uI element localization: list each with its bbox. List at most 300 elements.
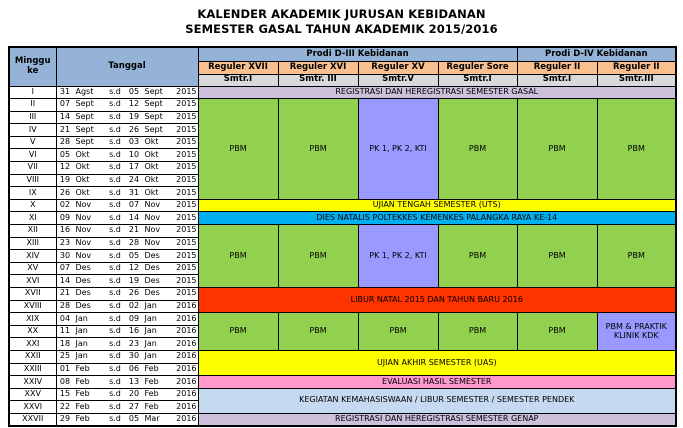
week-number-cell: XII xyxy=(9,225,56,238)
date-separator: s.d xyxy=(109,200,121,210)
date-separator: s.d xyxy=(109,86,121,96)
end-day: 12 xyxy=(128,263,140,273)
date-range xyxy=(57,252,198,261)
date-separator: s.d xyxy=(109,300,121,310)
end-day: 24 xyxy=(128,175,140,185)
end-day: 26 xyxy=(128,288,140,298)
date-range-cell xyxy=(56,86,198,99)
date-range-cell xyxy=(56,149,198,162)
date-range xyxy=(57,126,198,135)
year: 2016 xyxy=(176,338,197,348)
semester-header-cell: Smtr.I xyxy=(198,74,278,86)
start-month: Nov xyxy=(75,238,92,248)
activity-cell: PBM xyxy=(597,99,676,200)
year: 2015 xyxy=(176,99,197,109)
date-range-cell xyxy=(56,187,198,200)
year: 2015 xyxy=(176,137,197,147)
date-separator: s.d xyxy=(109,351,121,361)
activity-cell: PBM xyxy=(517,225,597,288)
date-range-cell xyxy=(56,300,198,313)
year: 2016 xyxy=(176,313,197,323)
end-day: 26 xyxy=(128,124,140,134)
start-month: Sept xyxy=(75,112,94,122)
start-day: 14 xyxy=(59,112,71,122)
date-range-cell xyxy=(56,250,198,263)
end-day: 02 xyxy=(128,300,140,310)
end-day: 12 xyxy=(128,99,140,109)
end-month: Des xyxy=(144,263,160,273)
class-header-cell: Reguler XV xyxy=(358,61,438,74)
table-row xyxy=(9,288,676,301)
table-row xyxy=(9,388,676,401)
activity-banner: LIBUR NATAL 2015 DAN TAHUN BARU 2016 xyxy=(198,288,676,313)
week-number-cell: XXI xyxy=(9,338,56,351)
date-range-cell xyxy=(56,313,198,326)
week-number-cell: XXII xyxy=(9,350,56,363)
date-range xyxy=(57,390,198,399)
semester-header-cell: Smtr.I xyxy=(517,74,597,86)
end-day: 27 xyxy=(128,401,140,411)
date-range xyxy=(57,327,198,336)
table-row xyxy=(9,99,676,112)
year: 2016 xyxy=(176,414,197,424)
year: 2015 xyxy=(176,275,197,285)
date-separator: s.d xyxy=(109,162,121,172)
start-month: Okt xyxy=(75,187,90,197)
date-range xyxy=(57,201,198,210)
end-day: 16 xyxy=(128,326,140,336)
start-month: Feb xyxy=(75,389,90,399)
start-month: Jan xyxy=(75,313,88,323)
end-day: 03 xyxy=(128,137,140,147)
date-range xyxy=(57,189,198,198)
start-day: 02 xyxy=(59,200,71,210)
end-day: 19 xyxy=(128,275,140,285)
end-month: Okt xyxy=(144,175,159,185)
end-day: 31 xyxy=(128,187,140,197)
year: 2016 xyxy=(176,401,197,411)
year: 2015 xyxy=(176,225,197,235)
class-header-cell: Reguler II xyxy=(517,61,597,74)
start-month: Jan xyxy=(75,338,88,348)
year: 2016 xyxy=(176,363,197,373)
date-range xyxy=(57,214,198,223)
header-week-column: Minggu ke xyxy=(9,47,56,86)
end-month: Feb xyxy=(144,389,159,399)
week-number-cell: III xyxy=(9,111,56,124)
date-separator: s.d xyxy=(109,250,121,260)
start-month: Nov xyxy=(75,212,92,222)
activity-cell: PBM xyxy=(438,99,517,200)
academic-calendar-table xyxy=(8,46,677,427)
week-number-cell: V xyxy=(9,136,56,149)
end-month: Sept xyxy=(144,86,163,96)
start-day: 23 xyxy=(59,238,71,248)
activity-cell: PBM & PRAKTIK KLINIK KDK xyxy=(597,313,676,351)
start-day: 31 xyxy=(59,86,71,96)
start-day: 29 xyxy=(59,414,71,424)
date-separator: s.d xyxy=(109,313,121,323)
end-month: Jan xyxy=(144,326,157,336)
date-range xyxy=(57,352,198,361)
start-day: 04 xyxy=(59,313,71,323)
year: 2015 xyxy=(176,112,197,122)
end-month: Jan xyxy=(144,338,157,348)
year: 2015 xyxy=(176,250,197,260)
date-separator: s.d xyxy=(109,376,121,386)
semester-header-cell: Smtr.III xyxy=(597,74,676,86)
start-month: Feb xyxy=(75,401,90,411)
end-day: 23 xyxy=(128,338,140,348)
date-range xyxy=(57,100,198,109)
activity-cell: PBM xyxy=(198,225,278,288)
date-range xyxy=(57,315,198,324)
header-group-d4: Prodi D-IV Kebidanan xyxy=(517,47,676,61)
end-day: 17 xyxy=(128,162,140,172)
start-month: Okt xyxy=(75,149,90,159)
week-number-cell: XXV xyxy=(9,388,56,401)
start-month: Des xyxy=(75,300,91,310)
date-separator: s.d xyxy=(109,326,121,336)
week-number-cell: X xyxy=(9,199,56,212)
date-range xyxy=(57,226,198,235)
start-month: Sept xyxy=(75,137,94,147)
start-month: Feb xyxy=(75,376,90,386)
date-separator: s.d xyxy=(109,149,121,159)
activity-banner: EVALUASI HASIL SEMESTER xyxy=(198,376,676,389)
end-day: 10 xyxy=(128,149,140,159)
date-separator: s.d xyxy=(109,212,121,222)
date-separator: s.d xyxy=(109,124,121,134)
activity-cell: PK 1, PK 2, KTI xyxy=(358,225,438,288)
week-number-cell: IX xyxy=(9,187,56,200)
start-day: 28 xyxy=(59,137,71,147)
start-day: 11 xyxy=(59,326,71,336)
activity-cell: PBM xyxy=(517,313,597,351)
week-number-cell: VII xyxy=(9,162,56,175)
end-month: Sept xyxy=(144,99,163,109)
start-day: 30 xyxy=(59,250,71,260)
week-number-cell: XVIII xyxy=(9,300,56,313)
end-month: Jan xyxy=(144,351,157,361)
table-row xyxy=(9,313,676,326)
class-header-cell: Reguler II xyxy=(597,61,676,74)
end-month: Feb xyxy=(144,363,159,373)
end-day: 05 xyxy=(128,250,140,260)
start-day: 21 xyxy=(59,124,71,134)
table-row xyxy=(9,225,676,238)
week-number-cell: XXIV xyxy=(9,376,56,389)
week-number-cell: VI xyxy=(9,149,56,162)
year: 2015 xyxy=(176,162,197,172)
year: 2015 xyxy=(176,149,197,159)
date-range-cell xyxy=(56,262,198,275)
end-day: 09 xyxy=(128,313,140,323)
start-day: 01 xyxy=(59,363,71,373)
year: 2016 xyxy=(176,376,197,386)
activity-cell: PBM xyxy=(278,225,358,288)
week-number-cell: XV xyxy=(9,262,56,275)
week-number-cell: XIV xyxy=(9,250,56,263)
date-separator: s.d xyxy=(109,99,121,109)
date-range-cell xyxy=(56,237,198,250)
start-day: 12 xyxy=(59,162,71,172)
date-range xyxy=(57,302,198,311)
activity-cell: PBM xyxy=(358,313,438,351)
date-range xyxy=(57,415,198,424)
start-day: 26 xyxy=(59,187,71,197)
end-month: Sept xyxy=(144,112,163,122)
end-day: 05 xyxy=(128,86,140,96)
week-number-cell: II xyxy=(9,99,56,112)
start-month: Des xyxy=(75,288,91,298)
start-month: Feb xyxy=(75,363,90,373)
date-separator: s.d xyxy=(109,338,121,348)
end-month: Okt xyxy=(144,149,159,159)
end-month: Mar xyxy=(144,414,160,424)
date-separator: s.d xyxy=(109,414,121,424)
date-range xyxy=(57,365,198,374)
year: 2015 xyxy=(176,238,197,248)
week-number-cell: XIII xyxy=(9,237,56,250)
date-separator: s.d xyxy=(109,112,121,122)
date-range-cell xyxy=(56,225,198,238)
page-title-line1: KALENDER AKADEMIK JURUSAN KEBIDANAN xyxy=(197,7,486,21)
date-separator: s.d xyxy=(109,187,121,197)
end-month: Nov xyxy=(144,238,161,248)
start-month: Nov xyxy=(75,200,92,210)
start-month: Feb xyxy=(75,414,90,424)
start-month: Okt xyxy=(75,175,90,185)
table-row xyxy=(9,212,676,225)
week-number-cell: VIII xyxy=(9,174,56,187)
year: 2015 xyxy=(176,175,197,185)
date-range xyxy=(57,88,198,97)
end-month: Okt xyxy=(144,187,159,197)
activity-cell: PBM xyxy=(517,99,597,200)
end-day: 06 xyxy=(128,363,140,373)
start-month: Jan xyxy=(75,326,88,336)
header-date-column: Tanggal xyxy=(56,47,198,86)
year: 2015 xyxy=(176,200,197,210)
end-day: 13 xyxy=(128,376,140,386)
end-day: 30 xyxy=(128,351,140,361)
end-day: 19 xyxy=(128,112,140,122)
activity-cell: PBM xyxy=(438,225,517,288)
activity-cell: PBM xyxy=(438,313,517,351)
year: 2016 xyxy=(176,389,197,399)
week-number-cell: I xyxy=(9,86,56,99)
start-day: 05 xyxy=(59,149,71,159)
date-separator: s.d xyxy=(109,137,121,147)
date-separator: s.d xyxy=(109,175,121,185)
date-separator: s.d xyxy=(109,389,121,399)
end-month: Nov xyxy=(144,200,161,210)
date-range-cell xyxy=(56,174,198,187)
date-range-cell xyxy=(56,350,198,363)
date-range-cell xyxy=(56,136,198,149)
date-range xyxy=(57,289,198,298)
start-day: 21 xyxy=(59,288,71,298)
table-row xyxy=(9,199,676,212)
class-header-cell: Reguler XVII xyxy=(198,61,278,74)
date-range xyxy=(57,138,198,147)
start-month: Nov xyxy=(75,225,92,235)
end-month: Jan xyxy=(144,313,157,323)
date-range-cell xyxy=(56,288,198,301)
start-month: Nov xyxy=(75,250,92,260)
end-month: Feb xyxy=(144,376,159,386)
table-row xyxy=(9,86,676,99)
week-number-cell: XXVII xyxy=(9,413,56,426)
activity-banner: DIES NATALIS POLTEKKES KEMENKES PALANGKA RAYA KE-14 xyxy=(198,212,676,225)
class-header-cell: Reguler XVI xyxy=(278,61,358,74)
end-month: Okt xyxy=(144,162,159,172)
date-range-cell xyxy=(56,363,198,376)
week-number-cell: XX xyxy=(9,325,56,338)
activity-banner: KEGIATAN KEMAHASISWAAN / LIBUR SEMESTER / SEMESTER PENDEK xyxy=(198,388,676,413)
date-range-cell xyxy=(56,325,198,338)
activity-cell: PK 1, PK 2, KTI xyxy=(358,99,438,200)
week-number-cell: XI xyxy=(9,212,56,225)
date-range xyxy=(57,239,198,248)
date-separator: s.d xyxy=(109,238,121,248)
end-month: Jan xyxy=(144,300,157,310)
year: 2016 xyxy=(176,326,197,336)
activity-banner: UJIAN AKHIR SEMESTER (UAS) xyxy=(198,350,676,375)
end-month: Feb xyxy=(144,401,159,411)
date-separator: s.d xyxy=(109,263,121,273)
start-month: Des xyxy=(75,275,91,285)
date-range-cell xyxy=(56,401,198,414)
activity-cell: PBM xyxy=(278,313,358,351)
start-month: Sept xyxy=(75,99,94,109)
start-day: 08 xyxy=(59,376,71,386)
year: 2016 xyxy=(176,300,197,310)
end-day: 14 xyxy=(128,212,140,222)
week-number-cell: XVI xyxy=(9,275,56,288)
start-day: 14 xyxy=(59,275,71,285)
semester-header-cell: Smtr.I xyxy=(438,74,517,86)
year: 2015 xyxy=(176,288,197,298)
start-day: 19 xyxy=(59,175,71,185)
end-day: 05 xyxy=(128,414,140,424)
date-range-cell xyxy=(56,124,198,137)
start-month: Des xyxy=(75,263,91,273)
start-month: Okt xyxy=(75,162,90,172)
start-month: Agst xyxy=(75,86,94,96)
activity-banner: UJIAN TENGAH SEMESTER (UTS) xyxy=(198,199,676,212)
date-range-cell xyxy=(56,199,198,212)
end-month: Nov xyxy=(144,212,161,222)
date-separator: s.d xyxy=(109,225,121,235)
class-header-cell: Reguler Sore xyxy=(438,61,517,74)
page-title-line2: SEMESTER GASAL TAHUN AKADEMIK 2015/2016 xyxy=(185,21,498,36)
table-row xyxy=(9,376,676,389)
start-day: 07 xyxy=(59,263,71,273)
start-day: 15 xyxy=(59,389,71,399)
table-row xyxy=(9,350,676,363)
header-group-d3: Prodi D-III Kebidanan xyxy=(198,47,517,61)
semester-header-cell: Smtr.V xyxy=(358,74,438,86)
week-number-cell: IV xyxy=(9,124,56,137)
start-day: 09 xyxy=(59,212,71,222)
date-range xyxy=(57,151,198,160)
activity-banner: REGISTRASI DAN HEREGISTRASI SEMESTER GASAL xyxy=(198,86,676,99)
date-range xyxy=(57,163,198,172)
date-range xyxy=(57,277,198,286)
start-day: 07 xyxy=(59,99,71,109)
date-range xyxy=(57,340,198,349)
date-range-cell xyxy=(56,111,198,124)
end-day: 28 xyxy=(128,238,140,248)
page-title xyxy=(0,0,683,37)
start-day: 22 xyxy=(59,401,71,411)
week-number-cell: XVII xyxy=(9,288,56,301)
date-range-cell xyxy=(56,413,198,426)
date-range-cell xyxy=(56,162,198,175)
end-month: Des xyxy=(144,275,160,285)
date-range-cell xyxy=(56,388,198,401)
date-separator: s.d xyxy=(109,275,121,285)
activity-cell: PBM xyxy=(278,99,358,200)
start-day: 18 xyxy=(59,338,71,348)
start-month: Jan xyxy=(75,351,88,361)
activity-cell: PBM xyxy=(198,99,278,200)
date-range-cell xyxy=(56,99,198,112)
date-range-cell xyxy=(56,212,198,225)
end-month: Des xyxy=(144,288,160,298)
date-separator: s.d xyxy=(109,401,121,411)
year: 2015 xyxy=(176,124,197,134)
year: 2015 xyxy=(176,86,197,96)
start-day: 16 xyxy=(59,225,71,235)
date-range-cell xyxy=(56,275,198,288)
week-number-cell: XXVI xyxy=(9,401,56,414)
year: 2015 xyxy=(176,212,197,222)
table-row xyxy=(9,413,676,426)
end-month: Nov xyxy=(144,225,161,235)
date-range xyxy=(57,113,198,122)
date-range xyxy=(57,264,198,273)
date-separator: s.d xyxy=(109,288,121,298)
end-month: Des xyxy=(144,250,160,260)
activity-cell: PBM xyxy=(198,313,278,351)
date-separator: s.d xyxy=(109,363,121,373)
start-month: Sept xyxy=(75,124,94,134)
week-number-cell: XIX xyxy=(9,313,56,326)
week-number-cell: XXIII xyxy=(9,363,56,376)
semester-header-cell: Smtr. III xyxy=(278,74,358,86)
end-day: 20 xyxy=(128,389,140,399)
end-month: Okt xyxy=(144,137,159,147)
activity-banner: REGISTRASI DAN HEREGISTRASI SEMESTER GENAP xyxy=(198,413,676,426)
date-range xyxy=(57,403,198,412)
date-range-cell xyxy=(56,376,198,389)
start-day: 28 xyxy=(59,300,71,310)
activity-cell: PBM xyxy=(597,225,676,288)
date-range xyxy=(57,378,198,387)
date-range xyxy=(57,176,198,185)
end-day: 07 xyxy=(128,200,140,210)
year: 2015 xyxy=(176,187,197,197)
date-range-cell xyxy=(56,338,198,351)
year: 2015 xyxy=(176,263,197,273)
start-day: 25 xyxy=(59,351,71,361)
end-month: Sept xyxy=(144,124,163,134)
end-day: 21 xyxy=(128,225,140,235)
year: 2016 xyxy=(176,351,197,361)
